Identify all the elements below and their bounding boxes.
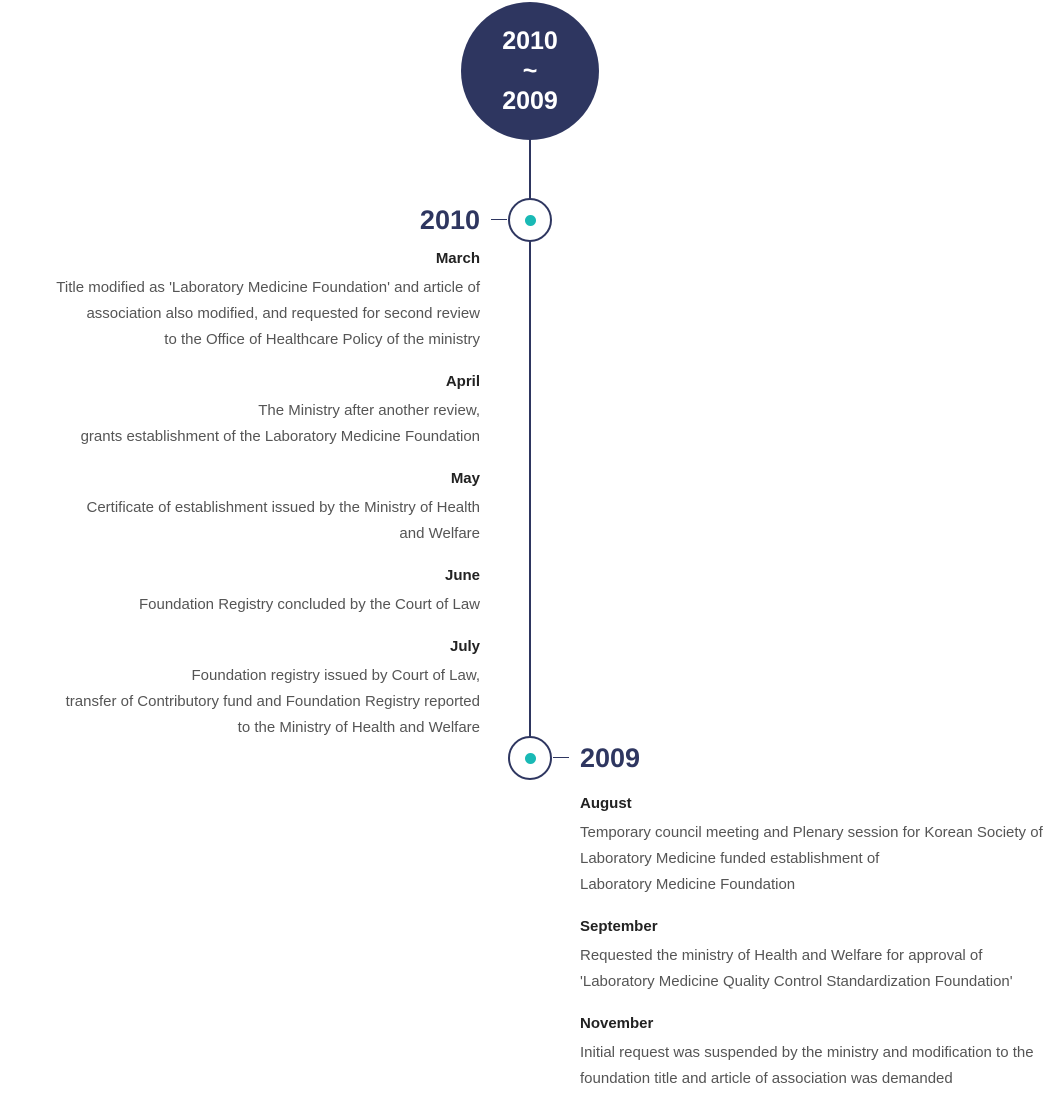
entries-2009 [580, 794, 1060, 1111]
entry-text: transfer of Contributory fund and Foundation Registry reported [65, 693, 480, 710]
entry-month: July [449, 638, 480, 655]
entry-text: Certificate of establishment issued by the Ministry of Health [86, 499, 480, 516]
entries-2010 [56, 249, 480, 760]
period-separator: ~ [522, 57, 538, 85]
entry-text: association also modified, and requested for second review [86, 305, 480, 322]
entry-text: Initial request was suspended by the ministry and modification to the [580, 1044, 1034, 1061]
entry-text: to the Office of Healthcare Policy of the ministry [164, 331, 480, 348]
timeline-entry [56, 637, 480, 741]
timeline-entry [580, 794, 1060, 898]
timeline-node-2010 [508, 198, 552, 242]
timeline-entry [56, 469, 480, 547]
entry-month: June [444, 567, 480, 584]
entry-text: 'Laboratory Medicine Quality Control Standardization Foundation' [580, 973, 1013, 990]
timeline-connector [491, 219, 507, 220]
timeline-entry [56, 372, 480, 450]
timeline-dot-icon [525, 753, 536, 764]
entry-text: Foundation registry issued by Court of Law, [191, 667, 480, 684]
entry-text: and Welfare [399, 525, 480, 542]
entry-month: August [580, 795, 632, 812]
timeline-entry [56, 566, 480, 618]
entry-text: to the Ministry of Health and Welfare [237, 719, 480, 736]
entry-text: foundation title and article of association was demanded [580, 1070, 953, 1087]
entry-text: Requested the ministry of Health and Welfare for approval of [580, 947, 983, 964]
entry-text: Laboratory Medicine funded establishment of [580, 850, 880, 867]
entry-month: March [435, 250, 480, 267]
entry-month: April [445, 373, 480, 390]
timeline-dot-icon [525, 215, 536, 226]
entry-month: May [450, 470, 480, 487]
timeline-entry [580, 917, 1060, 995]
timeline-entry [580, 1014, 1060, 1092]
year-heading-2010: 2010 [419, 205, 480, 235]
entry-text: Temporary council meeting and Plenary session for Korean Society of [580, 824, 1043, 841]
entry-text: grants establishment of the Laboratory Medicine Foundation [80, 428, 480, 445]
period-end-year: 2009 [502, 87, 558, 115]
entry-text: The Ministry after another review, [258, 402, 480, 419]
year-heading-2009: 2009 [580, 743, 641, 773]
timeline-node-2009 [508, 736, 552, 780]
entry-text: Laboratory Medicine Foundation [580, 876, 796, 893]
period-badge [461, 2, 599, 140]
period-start-year: 2010 [502, 27, 558, 55]
entry-text: Foundation Registry concluded by the Court of Law [138, 596, 480, 613]
entry-text: Title modified as 'Laboratory Medicine Foundation' and article of [56, 279, 480, 296]
entry-month: November [580, 1015, 654, 1032]
timeline-entry [56, 249, 480, 353]
timeline-connector [553, 757, 569, 758]
entry-month: September [580, 918, 658, 935]
